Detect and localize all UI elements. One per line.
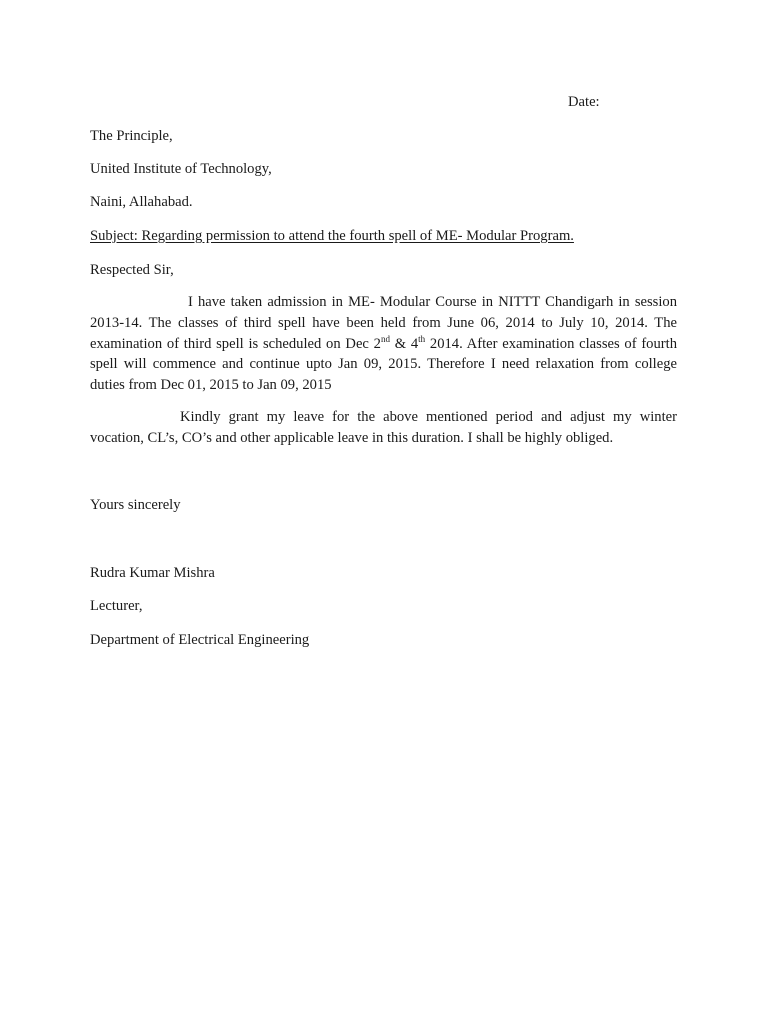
body-paragraph-2 — [90, 407, 677, 449]
salutation: Respected Sir, — [90, 262, 174, 278]
body-paragraph-1-part-2: & 4 — [389, 335, 419, 352]
body-paragraph-2-text: Kindly grant my leave for the above mentioned period and adjust my winter vocation, CL’s, CO’s and other applicable leave in this duration. I shall be highly obliged. — [90, 409, 677, 446]
signatory-department: Department of Electrical Engineering — [90, 632, 310, 648]
closing: Yours sincerely — [90, 497, 181, 513]
superscript-th: th — [418, 333, 426, 344]
superscript-nd: nd — [380, 333, 390, 344]
body-paragraph-1-part-3: 2014. After examination classes of fourth spell will commence and continue upto Jan 09, 2015. Therefore I need relaxation from college duties from Dec 01, 2015 to Jan 09, 2015 — [90, 335, 677, 394]
date-label: Date: — [568, 94, 600, 110]
recipient-location: Naini, Allahabad. — [90, 194, 193, 210]
recipient-title: The Principle, — [90, 128, 173, 144]
signatory-name: Rudra Kumar Mishra — [90, 565, 215, 581]
recipient-institute: United Institute of Technology, — [90, 161, 272, 177]
signatory-title: Lecturer, — [90, 598, 143, 614]
subject-line: Subject: Regarding permission to attend the fourth spell of ME- Modular Program. — [90, 228, 574, 244]
body-paragraph-1-part-1: I have taken admission in ME- Modular Course in NITTT Chandigarh in session 2013-14. The classes of third spell have been held from June 06, 2014 to July 10, 2014. The examination of third spell is scheduled on Dec 2 — [90, 294, 677, 352]
body-paragraph-1 — [90, 292, 677, 396]
